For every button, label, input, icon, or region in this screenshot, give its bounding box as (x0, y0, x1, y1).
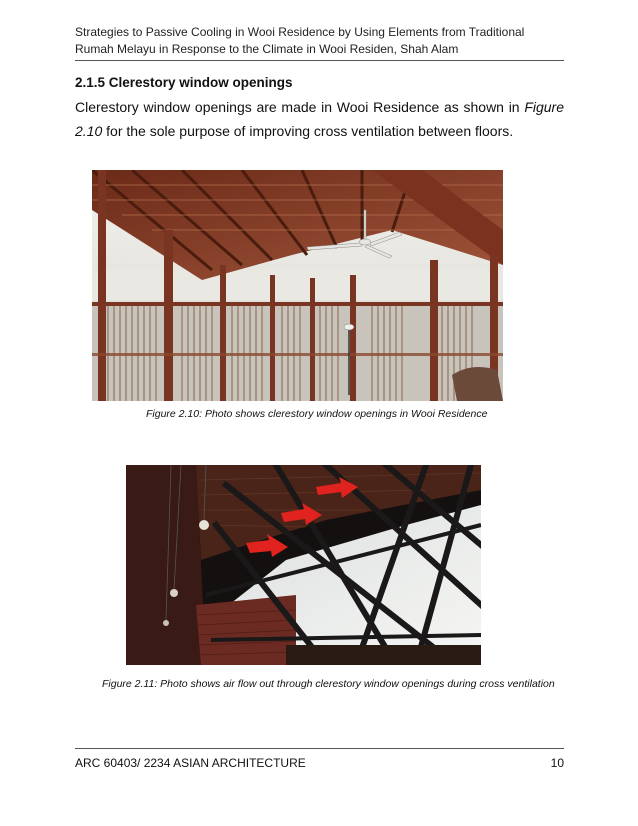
page-header (75, 24, 565, 58)
para-text-before: Clerestory window openings are made in Wooi Residence as shown in (75, 99, 525, 115)
footer-rule (75, 748, 564, 749)
figure-2-11-caption: Figure 2.11: Photo shows air flow out through clerestory window openings during cross ventilation (102, 678, 555, 690)
header-rule (75, 60, 564, 61)
section-heading: 2.1.5 Clerestory window openings (75, 75, 293, 90)
figure-2-10-caption: Figure 2.10: Photo shows clerestory window openings in Wooi Residence (146, 408, 488, 420)
para-text-after: for the sole purpose of improving cross ventilation between floors. (102, 123, 514, 139)
figure-2-11-photo (126, 465, 481, 665)
page-number: 10 (550, 756, 564, 770)
header-title: Strategies to Passive Cooling in Wooi Residence by Using Elements from Traditional Rumah Melayu in Response to the Climate in Wooi Residen, Shah Alam (75, 25, 525, 56)
footer-course: ARC 60403/ 2234 ASIAN ARCHITECTURE (75, 756, 306, 770)
figure-reference: Figure 2.10 (75, 99, 564, 139)
figure-2-10-photo (92, 170, 503, 401)
body-paragraph (75, 95, 564, 143)
